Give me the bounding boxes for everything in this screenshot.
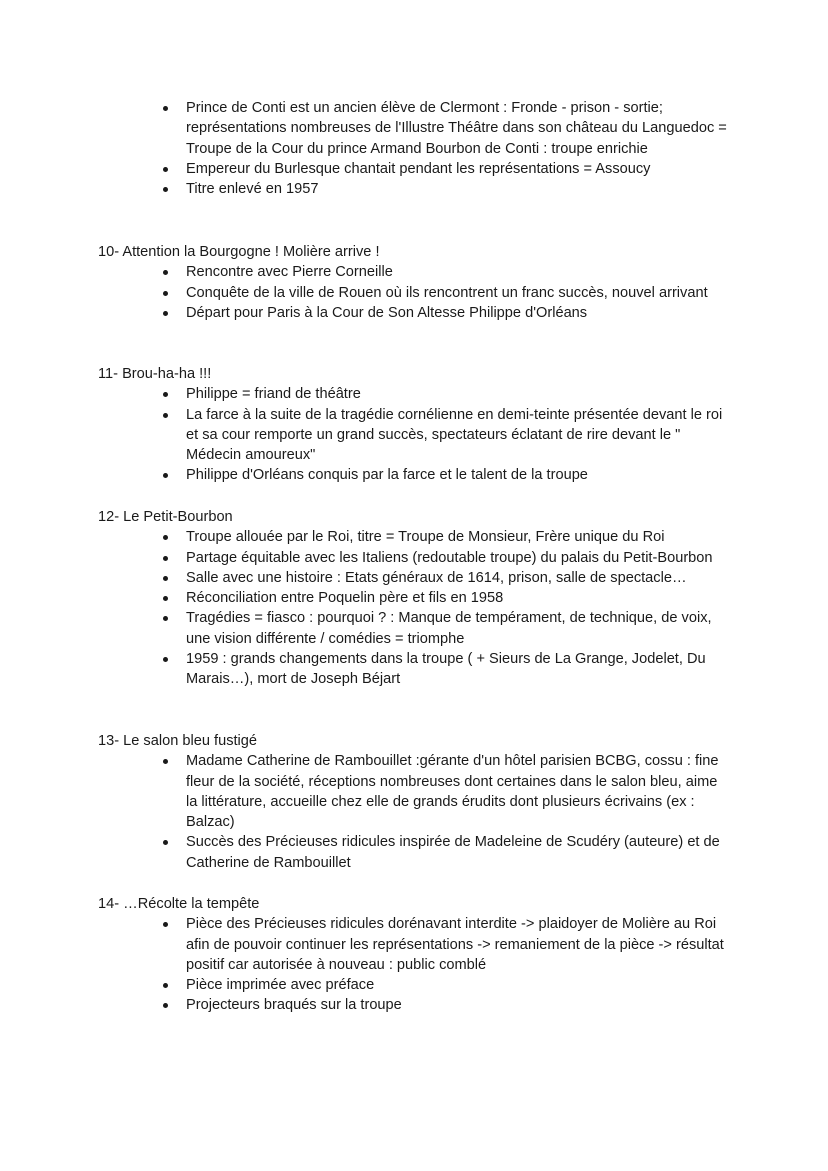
- bullet-list: [0, 914, 732, 1015]
- bullet-icon: [163, 106, 168, 111]
- list-item: Troupe allouée par le Roi, titre = Troupe de Monsieur, Frère unique du Roi: [0, 527, 732, 547]
- bullet-list: [0, 98, 732, 199]
- list-item: Empereur du Burlesque chantait pendant les représentations = Assoucy: [0, 159, 732, 179]
- list-item: La farce à la suite de la tragédie cornélienne en demi-teinte présentée devant le roi et sa cour remporte un grand succès, spectateurs éclatant de rire devant le " Médecin amoureux": [0, 405, 732, 466]
- bullet-icon: [163, 616, 168, 621]
- section-heading: 11- Brou-ha-ha !!!: [98, 366, 212, 382]
- list-item: Réconciliation entre Poquelin père et fils en 1958: [0, 588, 732, 608]
- section-heading: 10- Attention la Bourgogne ! Molière arrive !: [98, 244, 380, 260]
- bullet-icon: [163, 840, 168, 845]
- bullet-icon: [163, 473, 168, 478]
- bullet-icon: [163, 983, 168, 988]
- bullet-icon: [163, 1003, 168, 1008]
- list-item: Pièce imprimée avec préface: [0, 975, 732, 995]
- bullet-list: [0, 527, 732, 689]
- list-item: Départ pour Paris à la Cour de Son Altesse Philippe d'Orléans: [0, 303, 732, 323]
- bullet-icon: [163, 291, 168, 296]
- bullet-icon: [163, 556, 168, 561]
- list-item: Succès des Précieuses ridicules inspirée de Madeleine de Scudéry (auteure) et de Catherine de Rambouillet: [0, 832, 732, 873]
- bullet-icon: [163, 270, 168, 275]
- bullet-icon: [163, 576, 168, 581]
- list-item: Pièce des Précieuses ridicules dorénavant interdite -> plaidoyer de Molière au Roi afin de pouvoir continuer les représentations -> remaniement de la pièce -> résultat positif car autorisée à nouveau : public comblé: [0, 914, 732, 975]
- list-item: Salle avec une histoire : Etats généraux de 1614, prison, salle de spectacle…: [0, 568, 732, 588]
- bullet-icon: [163, 187, 168, 192]
- list-item: Titre enlevé en 1957: [0, 179, 732, 199]
- bullet-list: [0, 751, 732, 873]
- list-item: Prince de Conti est un ancien élève de Clermont : Fronde - prison - sortie; représentations nombreuses de l'Illustre Théâtre dans son château du Languedoc = Troupe de la Cour du prince Armand Bourbon de Conti : troupe enrichie: [0, 98, 732, 159]
- list-item: 1959 : grands changements dans la troupe ( + Sieurs de La Grange, Jodelet, Du Marais…), mort de Joseph Béjart: [0, 649, 732, 690]
- list-item: Partage équitable avec les Italiens (redoutable troupe) du palais du Petit-Bourbon: [0, 548, 732, 568]
- bullet-icon: [163, 759, 168, 764]
- list-item: Madame Catherine de Rambouillet :gérante d'un hôtel parisien BCBG, cossu : fine fleur de la société, réceptions nombreuses dont certaines dans le salon bleu, aime la littérature, accueille chez elle de grands érudits dont plusieurs écrivains (ex : Balzac): [0, 751, 732, 832]
- bullet-icon: [163, 922, 168, 927]
- list-item: Tragédies = fiasco : pourquoi ? : Manque de tempérament, de technique, de voix, une vision différente / comédies = triomphe: [0, 608, 732, 649]
- bullet-icon: [163, 167, 168, 172]
- bullet-icon: [163, 311, 168, 316]
- section-heading: 13- Le salon bleu fustigé: [98, 733, 258, 749]
- section-heading: 12- Le Petit-Bourbon: [98, 509, 233, 525]
- list-item: Conquête de la ville de Rouen où ils rencontrent un franc succès, nouvel arrivant: [0, 283, 732, 303]
- bullet-icon: [163, 392, 168, 397]
- bullet-icon: [163, 413, 168, 418]
- section-heading: 14- …Récolte la tempête: [98, 896, 260, 912]
- bullet-list: [0, 384, 732, 485]
- list-item: Rencontre avec Pierre Corneille: [0, 262, 732, 282]
- list-item: Projecteurs braqués sur la troupe: [0, 995, 732, 1015]
- list-item: Philippe d'Orléans conquis par la farce et le talent de la troupe: [0, 465, 732, 485]
- bullet-list: [0, 262, 732, 323]
- bullet-icon: [163, 657, 168, 662]
- bullet-icon: [163, 535, 168, 540]
- bullet-icon: [163, 596, 168, 601]
- list-item: Philippe = friand de théâtre: [0, 384, 732, 404]
